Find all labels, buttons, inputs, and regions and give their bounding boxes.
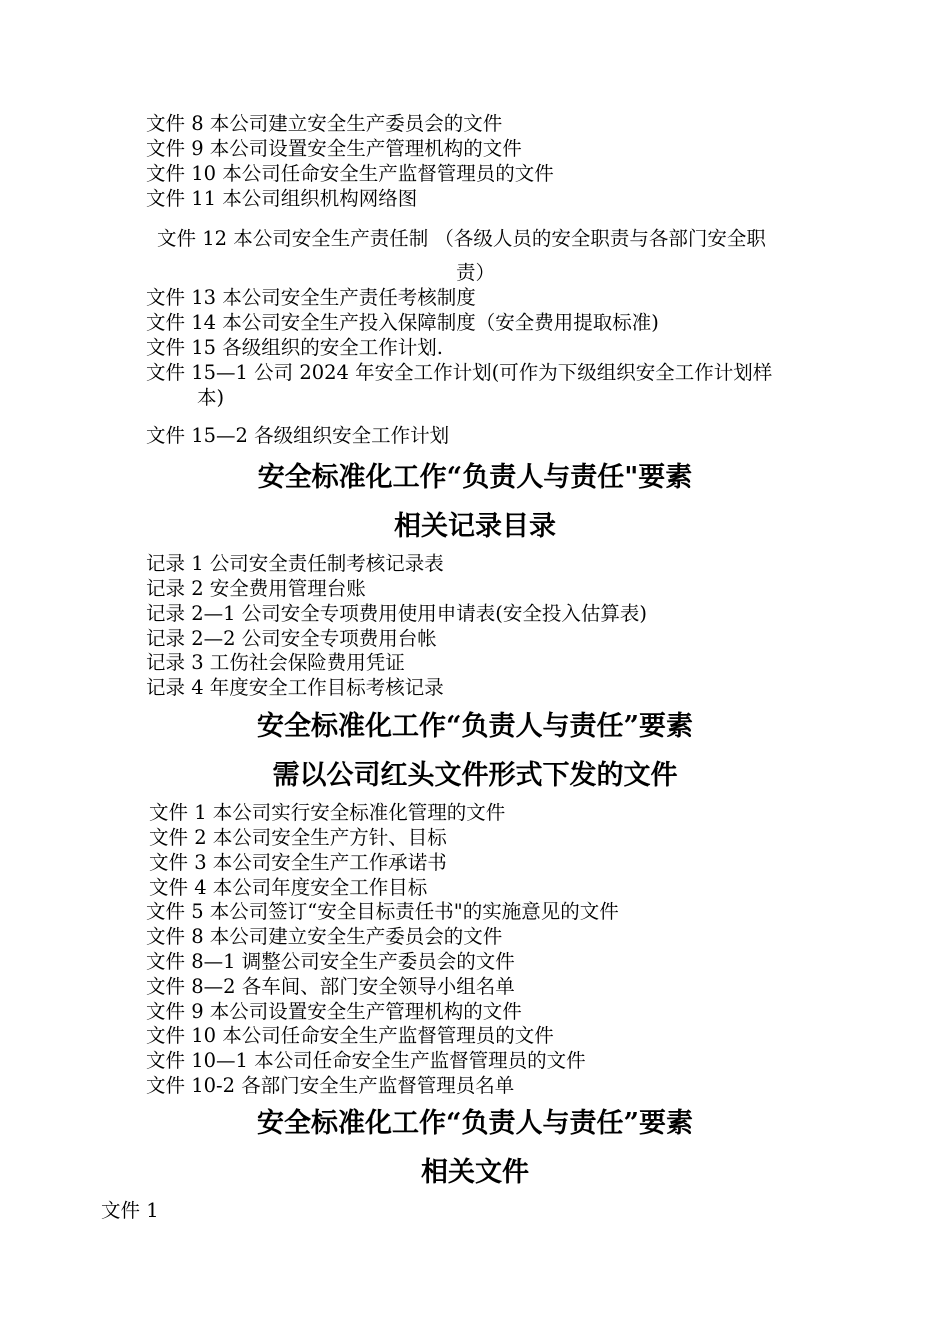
- list-item: 文件 2 本公司安全生产方针、目标: [149, 826, 447, 849]
- list-item: 记录 2 安全费用管理台账: [146, 577, 366, 600]
- section-subheading: 需以公司红头文件形式下发的文件: [272, 760, 678, 791]
- section-subheading: 相关记录目录: [394, 511, 556, 542]
- list-item: 文件 10—1 本公司任命安全生产监督管理员的文件: [146, 1049, 586, 1072]
- list-item: 记录 1 公司安全责任制考核记录表: [146, 552, 444, 575]
- list-item: 文件 4 本公司年度安全工作目标: [149, 876, 428, 899]
- list-item: 记录 4 年度安全工作目标考核记录: [146, 676, 444, 699]
- list-item: 文件 11 本公司组织机构网络图: [146, 187, 418, 210]
- list-item: 记录 2—2 公司安全专项费用台帐: [146, 627, 437, 650]
- list-item: 文件 13 本公司安全生产责任考核制度: [146, 286, 476, 309]
- list-item: 文件 5 本公司签订“安全目标责任书"的实施意见的文件: [146, 900, 619, 923]
- list-item: 文件 8—1 调整公司安全生产委员会的文件: [146, 950, 515, 973]
- list-item: 文件 15—2 各级组织安全工作计划: [146, 424, 450, 447]
- list-item: 文件 9 本公司设置安全生产管理机构的文件: [146, 1000, 522, 1023]
- list-item: 文件 8—2 各车间、部门安全领导小组名单: [146, 975, 515, 998]
- list-item: 文件 10 本公司任命安全生产监督管理员的文件: [146, 1024, 554, 1047]
- list-item-continuation: 责）: [456, 261, 496, 284]
- list-item: 文件 1 本公司实行安全标准化管理的文件: [149, 801, 506, 824]
- list-item: 文件 10-2 各部门安全生产监督管理员名单: [146, 1074, 515, 1097]
- list-item-continuation: 本): [197, 386, 225, 409]
- list-item: 文件 14 本公司安全生产投入保障制度（安全费用提取标准): [146, 311, 659, 334]
- section-heading: 安全标准化工作“负责人与责任”要素: [256, 711, 694, 742]
- list-item: 文件 3 本公司安全生产工作承诺书: [149, 851, 447, 874]
- list-item: 文件 9 本公司设置安全生产管理机构的文件: [146, 137, 522, 160]
- section-heading: 安全标准化工作“负责人与责任"要素: [257, 462, 693, 493]
- list-item: 记录 3 工伤社会保险费用凭证: [146, 651, 405, 674]
- section-heading: 安全标准化工作“负责人与责任”要素: [256, 1108, 694, 1139]
- list-item: 文件 12 本公司安全生产责任制 （各级人员的安全职责与各部门安全职: [157, 227, 766, 250]
- list-item: 文件 1: [101, 1199, 159, 1222]
- list-item: 记录 2—1 公司安全专项费用使用申请表(安全投入估算表): [146, 602, 647, 625]
- list-item: 文件 8 本公司建立安全生产委员会的文件: [146, 925, 503, 948]
- list-item: 文件 15 各级组织的安全工作计划.: [146, 336, 443, 359]
- list-item: 文件 10 本公司任命安全生产监督管理员的文件: [146, 162, 554, 185]
- section-subheading: 相关文件: [421, 1157, 529, 1188]
- list-item: 文件 15—1 公司 2024 年安全工作计划(可作为下级组织安全工作计划样: [146, 361, 773, 384]
- list-item: 文件 8 本公司建立安全生产委员会的文件: [146, 112, 503, 135]
